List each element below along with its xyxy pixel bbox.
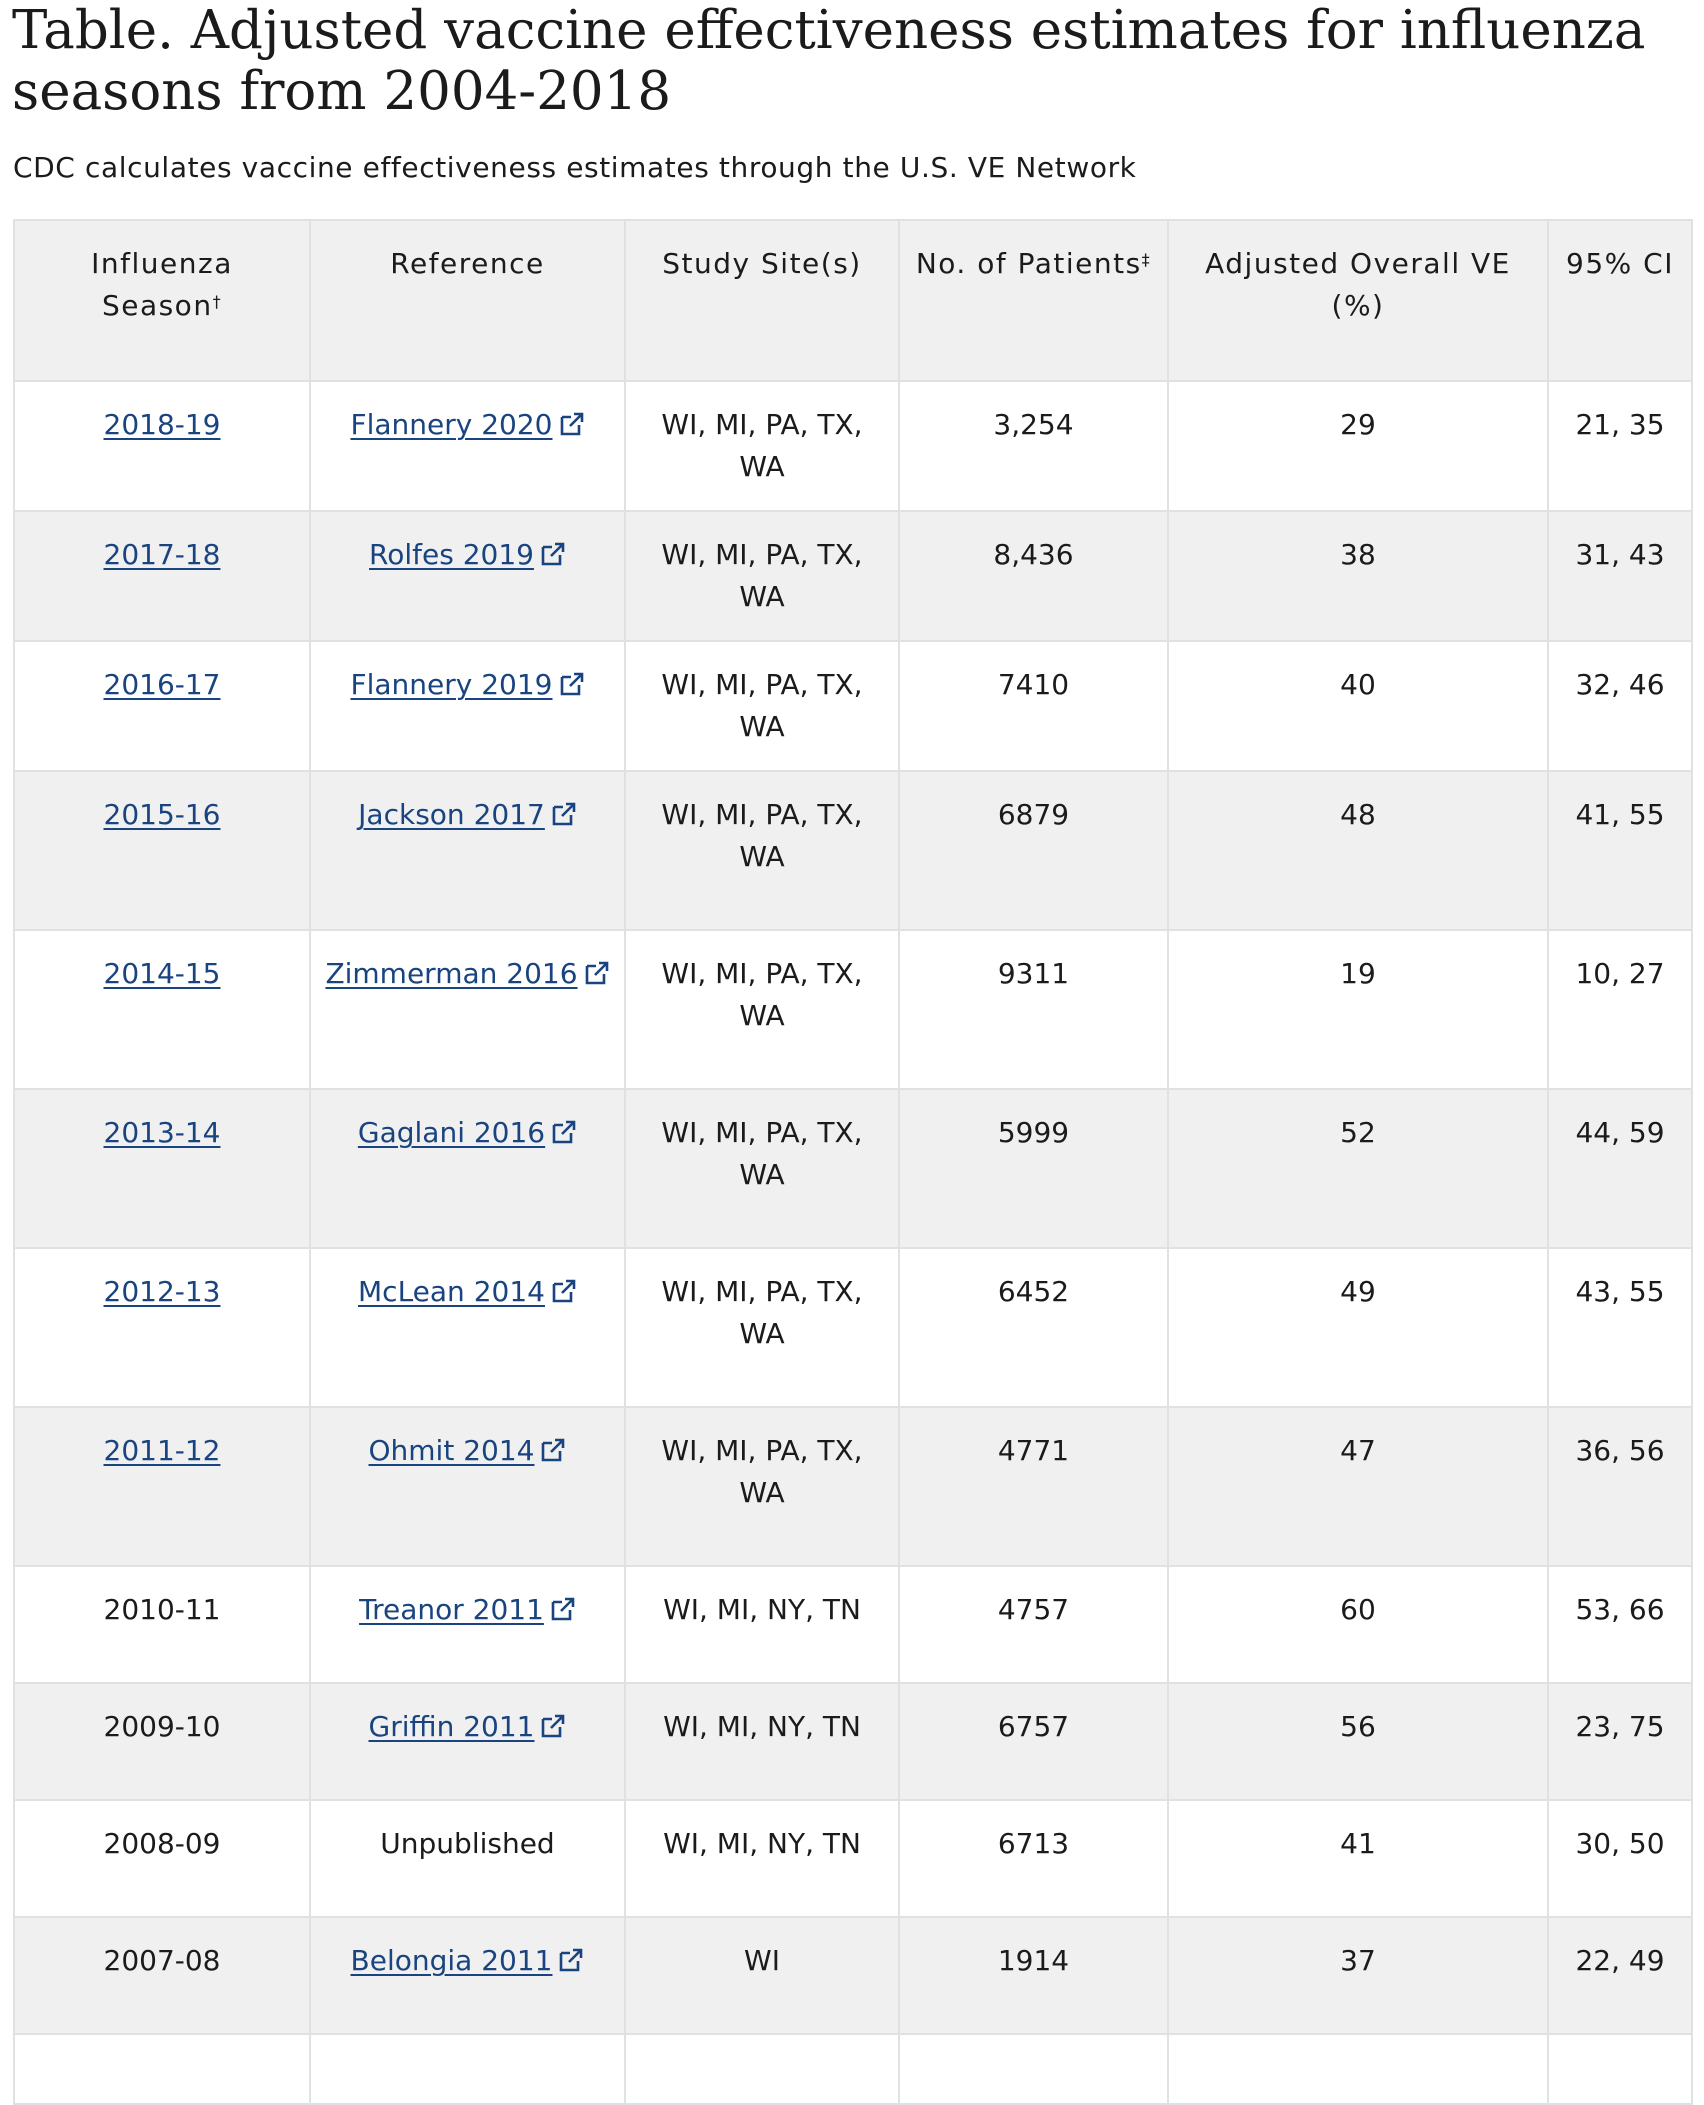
ve-cell: 52 <box>1168 1089 1548 1248</box>
table-subtitle: CDC calculates vaccine effectiveness estimates through the U.S. VE Network <box>13 151 1137 184</box>
reference-cell <box>310 1089 625 1248</box>
external-link-icon[interactable] <box>559 411 585 437</box>
reference-link[interactable]: Rolfes 2019 <box>369 538 534 571</box>
patients-cell: 4771 <box>899 1407 1168 1566</box>
study-sites-cell: WI <box>625 1917 899 2034</box>
external-link-icon[interactable] <box>551 801 577 827</box>
ci-cell: 43, 55 <box>1548 1248 1692 1407</box>
table-row <box>14 1407 1692 1566</box>
external-link-icon[interactable] <box>540 1437 566 1463</box>
reference-link[interactable]: Belongia 2011 <box>350 1944 553 1977</box>
patients-cell: 1914 <box>899 1917 1168 2034</box>
table-header <box>14 220 1692 381</box>
header-season <box>14 220 310 381</box>
study-sites-cell: WI, MI, PA, TX, WA <box>625 930 899 1089</box>
reference-link[interactable]: Griffin 2011 <box>368 1710 535 1743</box>
ci-cell: 31, 43 <box>1548 511 1692 641</box>
header-ci <box>1548 220 1692 381</box>
reference-cell: Unpublished <box>310 1800 625 1917</box>
reference-cell <box>310 1917 625 2034</box>
patients-cell: 6713 <box>899 1800 1168 1917</box>
table-row <box>14 381 1692 511</box>
reference-link[interactable]: Ohmit 2014 <box>368 1434 535 1467</box>
ve-cell: 47 <box>1168 1407 1548 1566</box>
header-patients-label: No. of Patients <box>915 247 1142 280</box>
reference-link[interactable]: Flannery 2020 <box>350 408 553 441</box>
ve-table <box>13 219 1693 2105</box>
patients-cell: 3,254 <box>899 381 1168 511</box>
patients-cell <box>899 2034 1168 2104</box>
table-row <box>14 930 1692 1089</box>
external-link-icon[interactable] <box>584 960 610 986</box>
table-row <box>14 1248 1692 1407</box>
ve-cell: 49 <box>1168 1248 1548 1407</box>
ci-cell: 36, 56 <box>1548 1407 1692 1566</box>
season-cell <box>14 381 310 511</box>
ci-cell: 32, 46 <box>1548 641 1692 771</box>
header-patients-footnote-mark: ‡ <box>1141 250 1152 269</box>
study-sites-cell: WI, MI, NY, TN <box>625 1800 899 1917</box>
ve-cell: 48 <box>1168 771 1548 930</box>
table-row <box>14 1800 1692 1917</box>
season-link[interactable]: 2013-14 <box>103 1116 221 1149</box>
ci-cell: 53, 66 <box>1548 1566 1692 1683</box>
reference-cell <box>310 511 625 641</box>
patients-cell: 7410 <box>899 641 1168 771</box>
header-reference-label: Reference <box>390 247 545 280</box>
season-cell <box>14 511 310 641</box>
page-title: Table. Adjusted vaccine effectiveness estimates for influenza seasons from 2004-2018 <box>12 0 1646 122</box>
header-season-footnote-mark: † <box>212 292 223 311</box>
season-cell: 2007-08 <box>14 1917 310 2034</box>
external-link-icon[interactable] <box>540 541 566 567</box>
patients-cell: 4757 <box>899 1566 1168 1683</box>
study-sites-cell: WI, MI, PA, TX, WA <box>625 1089 899 1248</box>
ci-cell: 22, 49 <box>1548 1917 1692 2034</box>
reference-cell <box>310 2034 625 2104</box>
reference-cell <box>310 930 625 1089</box>
reference-cell <box>310 771 625 930</box>
table-row <box>14 1566 1692 1683</box>
reference-cell <box>310 1683 625 1800</box>
season-cell <box>14 771 310 930</box>
ci-cell: 21, 35 <box>1548 381 1692 511</box>
reference-cell <box>310 381 625 511</box>
patients-cell: 9311 <box>899 930 1168 1089</box>
table-row <box>14 641 1692 771</box>
ve-cell: 29 <box>1168 381 1548 511</box>
season-link[interactable]: 2017-18 <box>103 538 221 571</box>
header-reference <box>310 220 625 381</box>
reference-link[interactable]: Jackson 2017 <box>358 798 545 831</box>
patients-cell: 6879 <box>899 771 1168 930</box>
season-cell <box>14 1248 310 1407</box>
table-row <box>14 771 1692 930</box>
season-cell <box>14 641 310 771</box>
reference-link[interactable]: McLean 2014 <box>358 1275 545 1308</box>
season-cell <box>14 1089 310 1248</box>
patients-cell: 8,436 <box>899 511 1168 641</box>
study-sites-cell <box>625 2034 899 2104</box>
study-sites-cell: WI, MI, NY, TN <box>625 1566 899 1683</box>
season-link[interactable]: 2011-12 <box>103 1434 221 1467</box>
season-cell: 2009-10 <box>14 1683 310 1800</box>
table-row <box>14 2034 1692 2104</box>
ve-cell <box>1168 2034 1548 2104</box>
ve-cell: 41 <box>1168 1800 1548 1917</box>
ci-cell: 30, 50 <box>1548 1800 1692 1917</box>
table-row <box>14 1917 1692 2034</box>
ci-cell <box>1548 2034 1692 2104</box>
ve-cell: 56 <box>1168 1683 1548 1800</box>
patients-cell: 5999 <box>899 1089 1168 1248</box>
external-link-icon[interactable] <box>558 1947 584 1973</box>
reference-link[interactable]: Flannery 2019 <box>350 668 553 701</box>
season-link[interactable]: 2018-19 <box>103 408 221 441</box>
reference-cell <box>310 1248 625 1407</box>
header-ve <box>1168 220 1548 381</box>
reference-cell <box>310 1566 625 1683</box>
reference-link[interactable]: Treanor 2011 <box>359 1593 544 1626</box>
reference-cell <box>310 641 625 771</box>
season-link[interactable]: 2012-13 <box>103 1275 221 1308</box>
season-cell <box>14 1407 310 1566</box>
table-row <box>14 1683 1692 1800</box>
study-sites-cell: WI, MI, NY, TN <box>625 1683 899 1800</box>
header-study-sites-label: Study Site(s) <box>662 247 862 280</box>
season-cell: 2008-09 <box>14 1800 310 1917</box>
ve-cell: 37 <box>1168 1917 1548 2034</box>
ci-cell: 23, 75 <box>1548 1683 1692 1800</box>
external-link-icon[interactable] <box>540 1713 566 1739</box>
season-cell <box>14 930 310 1089</box>
season-link[interactable]: 2016-17 <box>103 668 221 701</box>
reference-link[interactable]: Zimmerman 2016 <box>325 957 578 990</box>
study-sites-cell: WI, MI, PA, TX, WA <box>625 1407 899 1566</box>
ci-cell: 41, 55 <box>1548 771 1692 930</box>
ve-cell: 40 <box>1168 641 1548 771</box>
ve-cell: 38 <box>1168 511 1548 641</box>
table-row <box>14 1089 1692 1248</box>
season-cell: 2010-11 <box>14 1566 310 1683</box>
header-patients <box>899 220 1168 381</box>
study-sites-cell: WI, MI, PA, TX, WA <box>625 381 899 511</box>
study-sites-cell: WI, MI, PA, TX, WA <box>625 1248 899 1407</box>
ci-cell: 44, 59 <box>1548 1089 1692 1248</box>
reference-cell <box>310 1407 625 1566</box>
study-sites-cell: WI, MI, PA, TX, WA <box>625 511 899 641</box>
external-link-icon[interactable] <box>559 671 585 697</box>
external-link-icon[interactable] <box>551 1278 577 1304</box>
study-sites-cell: WI, MI, PA, TX, WA <box>625 771 899 930</box>
external-link-icon[interactable] <box>551 1119 577 1145</box>
season-link[interactable]: 2015-16 <box>103 798 221 831</box>
ve-cell: 19 <box>1168 930 1548 1089</box>
header-season-label: Influenza Season <box>91 247 233 322</box>
ci-cell: 10, 27 <box>1548 930 1692 1089</box>
patients-cell: 6452 <box>899 1248 1168 1407</box>
header-ci-label: 95% CI <box>1566 247 1674 280</box>
study-sites-cell: WI, MI, PA, TX, WA <box>625 641 899 771</box>
external-link-icon[interactable] <box>550 1596 576 1622</box>
ve-cell: 60 <box>1168 1566 1548 1683</box>
season-link[interactable]: 2014-15 <box>103 957 221 990</box>
table-row <box>14 511 1692 641</box>
header-study-sites <box>625 220 899 381</box>
season-cell <box>14 2034 310 2104</box>
reference-link[interactable]: Gaglani 2016 <box>357 1116 546 1149</box>
header-ve-label: Adjusted Overall VE (%) <box>1205 247 1511 322</box>
table-body <box>14 381 1692 2104</box>
patients-cell: 6757 <box>899 1683 1168 1800</box>
header-row <box>14 220 1692 381</box>
